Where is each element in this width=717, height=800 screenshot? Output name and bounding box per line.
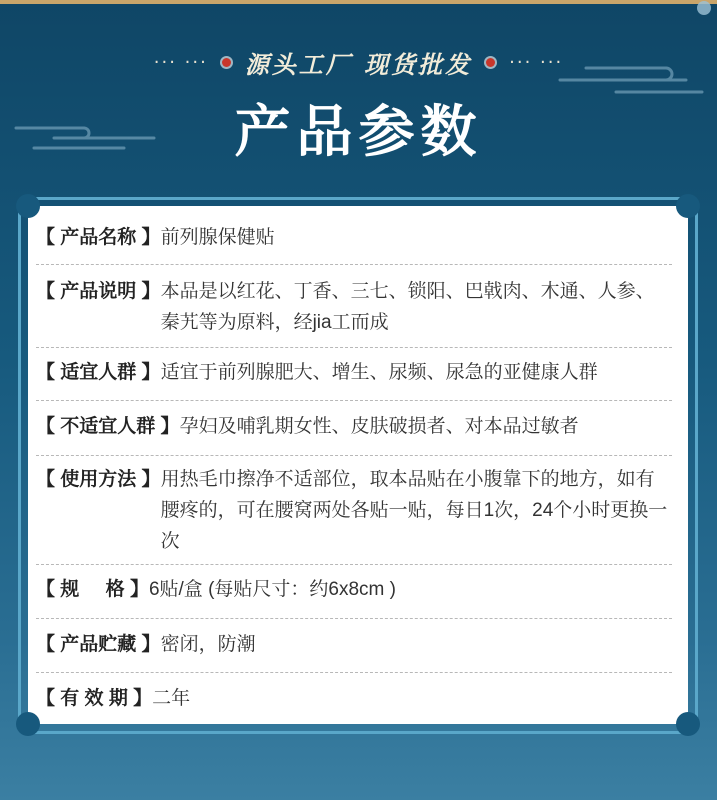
dots-right: ··· ··· — [509, 51, 564, 73]
param-label: 【 规 格 】 — [36, 579, 149, 600]
param-value: 二年 — [152, 688, 191, 709]
circle-decoration-top-right — [690, 0, 717, 20]
param-label: 【 使用方法 】 — [36, 469, 161, 490]
param-label: 【 适宜人群 】 — [36, 362, 161, 383]
divider — [36, 564, 672, 565]
param-label: 【 不适宜人群 】 — [36, 416, 180, 437]
param-row-storage — [36, 629, 680, 660]
red-dot-icon — [486, 58, 495, 67]
red-dot-icon — [222, 58, 231, 67]
param-value: 孕妇及哺乳期女性、皮肤破损者、对本品过敏者 — [179, 416, 579, 437]
param-row-suitable — [36, 357, 680, 388]
top-gold-border — [0, 0, 717, 4]
divider — [36, 347, 672, 348]
param-label: 【 产品说明 】 — [36, 281, 161, 302]
param-value: 6贴/盒 (每贴尺寸：约6x8cm ) — [148, 579, 396, 600]
param-row-usage — [36, 464, 680, 557]
param-value: 本品是以红花、丁香、三七、锁阳、巴戟肉、木通、人参、秦艽等为原料，经jia工而成 — [160, 281, 655, 333]
card-corner-notch — [16, 712, 40, 736]
dots-left: ··· ··· — [153, 51, 208, 73]
divider — [36, 618, 672, 619]
param-value: 适宜于前列腺肥大、增生、尿频、尿急的亚健康人群 — [160, 362, 598, 383]
param-label: 【 产品名称 】 — [36, 227, 161, 248]
divider — [36, 264, 672, 265]
card-corner-notch — [16, 194, 40, 218]
param-value: 密闭，防潮 — [160, 634, 256, 655]
param-row-unsuitable — [36, 411, 680, 442]
divider — [36, 400, 672, 401]
param-row-description — [36, 276, 680, 338]
divider — [36, 455, 672, 456]
param-value: 用热毛巾擦净不适部位，取本品贴在小腹靠下的地方，如有腰疼的，可在腰窝两处各贴一贴，每日1次，24个小时更换一次 — [160, 469, 668, 552]
param-label: 【 产品贮藏 】 — [36, 634, 161, 655]
param-row-shelf-life — [36, 683, 680, 714]
header-subtitle: 源头工厂 现货批发 — [244, 49, 473, 79]
card-corner-notch — [676, 194, 700, 218]
divider — [36, 672, 672, 673]
header-subtitle-line — [0, 42, 717, 82]
param-value: 前列腺保健贴 — [160, 227, 275, 248]
param-row-name — [36, 222, 680, 253]
card-corner-notch — [676, 712, 700, 736]
page-title: 产品参数 — [234, 99, 483, 165]
param-row-spec — [36, 574, 680, 605]
param-label: 【 有 效 期 】 — [36, 688, 153, 709]
